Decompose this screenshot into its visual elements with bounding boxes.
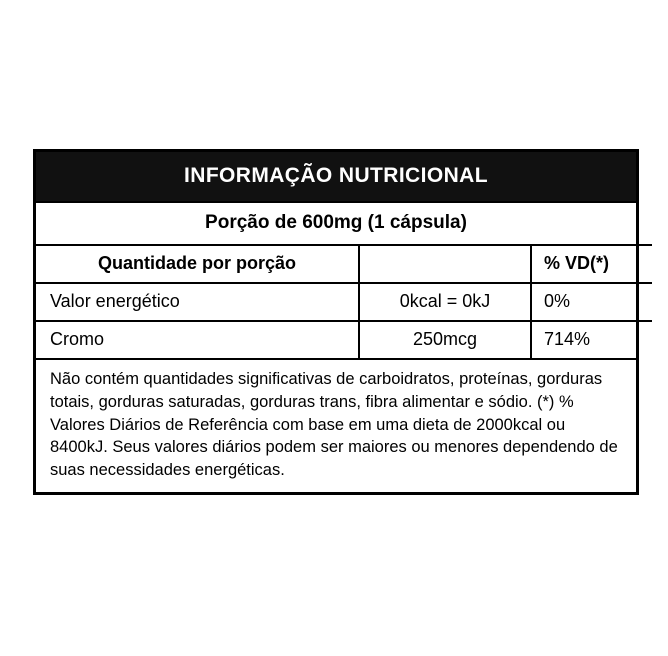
nutrient-name: Valor energético [36,283,359,321]
nutrition-footnote: Não contém quantidades significativas de carboidratos, proteínas, gorduras totais, gorduras saturadas, gorduras trans, fibra alimentar e sódio. (*) % Valores Diários de Referência com base em uma dieta de 2000kcal ou 8400kJ. Seus valores diários podem ser maiores ou menores dependendo de suas necessidades energéticas. [36,358,636,492]
nutrition-title: INFORMAÇÃO NUTRICIONAL [36,152,636,201]
nutrient-daily-value: 0% [531,283,652,321]
serving-size-text: Porção de 600mg (1 cápsula) [36,201,636,244]
header-quantity-per-serving: Quantidade por porção [36,245,359,283]
nutrient-name: Cromo [36,321,359,358]
header-amount-spacer [359,245,531,283]
nutrient-amount: 250mcg [359,321,531,358]
table-row [36,283,652,321]
nutrition-facts-panel [33,149,639,495]
nutrient-daily-value: 714% [531,321,652,358]
nutrition-table [36,244,652,358]
table-row [36,321,652,358]
nutrient-amount: 0kcal = 0kJ [359,283,531,321]
table-header-row [36,245,652,283]
header-daily-value: % VD(*) [531,245,652,283]
